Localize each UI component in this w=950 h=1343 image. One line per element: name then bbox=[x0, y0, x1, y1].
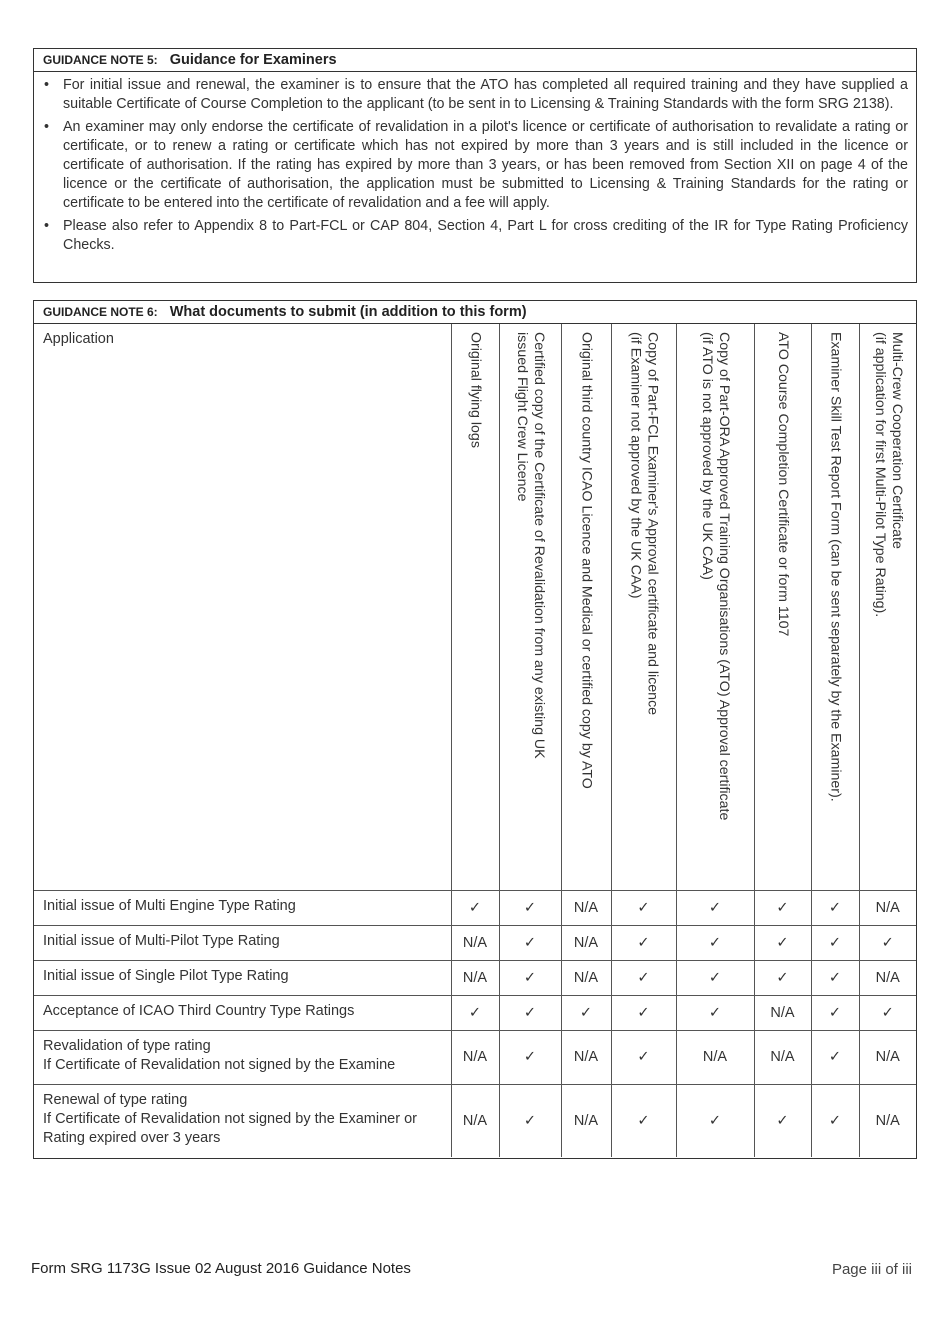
table-cell: ✓ bbox=[859, 925, 916, 960]
guidance-note-6-title bbox=[34, 301, 916, 324]
table-row bbox=[34, 960, 916, 995]
row-label bbox=[34, 1030, 451, 1084]
guidance-note-6-number: GUIDANCE NOTE 6: bbox=[43, 305, 158, 319]
table-cell: ✓ bbox=[754, 890, 811, 925]
table-cell: ✓ bbox=[811, 995, 859, 1030]
column-header-text: Multi-Crew Cooperation Certificate (if application for first Multi-Pilot Type Rating). bbox=[871, 332, 905, 618]
row-label-line: If Certificate of Revalidation not signed by the Examiner or bbox=[43, 1110, 417, 1127]
column-header-text: ATO Course Completion Certificate or form 1107 bbox=[775, 332, 791, 637]
page-number: Page iii of iii bbox=[831, 1261, 912, 1278]
table-cell: ✓ bbox=[676, 890, 754, 925]
form-reference: Form SRG 1173G Issue 02 August 2016 Guidance Notes bbox=[31, 1260, 411, 1277]
table-row bbox=[34, 925, 916, 960]
table-cell: N/A bbox=[754, 1030, 811, 1084]
row-label bbox=[34, 995, 451, 1030]
table-cell: ✓ bbox=[859, 995, 916, 1030]
table-cell: ✓ bbox=[499, 1030, 561, 1084]
guidance-note-5-number: GUIDANCE NOTE 5: bbox=[43, 53, 158, 67]
table-cell: N/A bbox=[561, 1084, 611, 1157]
table-cell: ✓ bbox=[811, 960, 859, 995]
application-header: Application bbox=[34, 324, 451, 890]
table-cell: ✓ bbox=[754, 1084, 811, 1157]
row-label-line: Initial issue of Multi-Pilot Type Rating bbox=[43, 932, 280, 949]
table-cell: ✓ bbox=[811, 890, 859, 925]
table-cell: N/A bbox=[451, 1084, 499, 1157]
table-row bbox=[34, 1084, 916, 1157]
column-header-text: Examiner Skill Test Report Form (can be sent separately by the Examiner). bbox=[827, 332, 844, 802]
table-header-row bbox=[34, 324, 916, 890]
table-cell: N/A bbox=[561, 925, 611, 960]
bullet-item: • For initial issue and renewal, the examiner is to ensure that the ATO has completed all required training and they have supplied a suitable Certificate of Course Completion to the applicant (to be sent in to Licensing & Training Standards with the form SRG 2138). bbox=[63, 76, 908, 114]
guidance-note-6 bbox=[33, 300, 917, 1159]
column-header bbox=[561, 324, 611, 890]
table-cell: ✓ bbox=[811, 925, 859, 960]
column-header bbox=[859, 324, 916, 890]
table-cell: N/A bbox=[859, 1084, 916, 1157]
documents-table bbox=[34, 324, 916, 1157]
column-header-text: Copy of Part-ORA Approved Training Organisations (ATO) Approval certificate (if ATO is not approved by the UK CAA) bbox=[699, 332, 732, 821]
row-label-line: Acceptance of ICAO Third Country Type Ratings bbox=[43, 1002, 355, 1019]
column-header-text: Copy of Part-FCL Examiner's Approval certificate and licence (if Examiner not approved by the UK CAA) bbox=[627, 332, 661, 716]
table-cell: ✓ bbox=[451, 995, 499, 1030]
table-cell: N/A bbox=[451, 1030, 499, 1084]
column-header-text: Original third country ICAO Licence and Medical or certified copy by ATO bbox=[578, 332, 595, 789]
row-label-line: Revalidation of type rating bbox=[43, 1037, 211, 1054]
table-cell: ✓ bbox=[561, 995, 611, 1030]
table-cell: ✓ bbox=[676, 925, 754, 960]
guidance-note-5-bullets bbox=[34, 72, 916, 255]
table-cell: ✓ bbox=[811, 1030, 859, 1084]
table-cell: ✓ bbox=[611, 1030, 676, 1084]
column-header bbox=[811, 324, 859, 890]
table-cell: N/A bbox=[859, 1030, 916, 1084]
bullet-item: • Please also refer to Appendix 8 to Part-FCL or CAP 804, Section 4, Part L for cross crediting of the IR for Type Rating Proficiency Checks. bbox=[63, 217, 908, 255]
table-cell: N/A bbox=[561, 960, 611, 995]
bullet-item: • An examiner may only endorse the certificate of revalidation in a pilot's licence or certificate of authorisation to revalidate a rating or certificate, or to renew a rating or certificate which has not expired by more than 3 years and is still included in the licence or certificate of authorisation. If the rating has expired by more than 3 years, or has been removed from Section XII on page 4 of the licence or the certificate of authorisation, the application must be submitted to Licensing & Training Standards for the rating or certificate to be entered into the certificate of revalidation and a fee will apply. bbox=[63, 118, 908, 213]
column-header bbox=[676, 324, 754, 890]
guidance-note-6-heading: What documents to submit (in addition to this form) bbox=[169, 304, 527, 320]
row-label bbox=[34, 960, 451, 995]
table-cell: ✓ bbox=[611, 1084, 676, 1157]
table-cell: N/A bbox=[859, 890, 916, 925]
table-cell: ✓ bbox=[499, 890, 561, 925]
column-header bbox=[499, 324, 561, 890]
row-label bbox=[34, 890, 451, 925]
table-cell: N/A bbox=[451, 925, 499, 960]
table-cell: ✓ bbox=[811, 1084, 859, 1157]
row-label-line: If Certificate of Revalidation not signed by the Examine bbox=[43, 1056, 396, 1073]
table-row bbox=[34, 890, 916, 925]
column-header bbox=[451, 324, 499, 890]
row-label-line: Initial issue of Multi Engine Type Rating bbox=[43, 897, 296, 914]
row-label-line: Rating expired over 3 years bbox=[43, 1129, 221, 1146]
row-label-line: Renewal of type rating bbox=[43, 1091, 188, 1108]
table-cell: ✓ bbox=[499, 925, 561, 960]
table-cell: ✓ bbox=[611, 890, 676, 925]
table-cell: ✓ bbox=[611, 925, 676, 960]
table-cell: ✓ bbox=[611, 960, 676, 995]
column-header bbox=[611, 324, 676, 890]
guidance-note-5 bbox=[33, 48, 917, 283]
table-cell: ✓ bbox=[499, 960, 561, 995]
table-cell: ✓ bbox=[754, 960, 811, 995]
table-cell: ✓ bbox=[499, 1084, 561, 1157]
column-header-text: Certified copy of the Certificate of Revalidation from any existing UK issued Flight Crew Licence bbox=[514, 332, 547, 759]
table-cell: ✓ bbox=[451, 890, 499, 925]
table-cell: ✓ bbox=[676, 995, 754, 1030]
table-cell: N/A bbox=[859, 960, 916, 995]
table-row bbox=[34, 995, 916, 1030]
table-cell: N/A bbox=[561, 1030, 611, 1084]
table-cell: N/A bbox=[754, 995, 811, 1030]
row-label bbox=[34, 925, 451, 960]
table-cell: ✓ bbox=[754, 925, 811, 960]
table-cell: ✓ bbox=[676, 960, 754, 995]
table-cell: ✓ bbox=[611, 995, 676, 1030]
row-label-line: Initial issue of Single Pilot Type Rating bbox=[43, 967, 289, 984]
guidance-note-5-heading: Guidance for Examiners bbox=[169, 52, 337, 68]
table-cell: ✓ bbox=[499, 995, 561, 1030]
table-cell: N/A bbox=[676, 1030, 754, 1084]
table-cell: N/A bbox=[451, 960, 499, 995]
table-cell: N/A bbox=[561, 890, 611, 925]
column-header-text: Original flying logs bbox=[467, 332, 484, 448]
row-label bbox=[34, 1084, 451, 1157]
table-cell: ✓ bbox=[676, 1084, 754, 1157]
column-header bbox=[754, 324, 811, 890]
guidance-note-5-title bbox=[34, 49, 916, 72]
table-row bbox=[34, 1030, 916, 1084]
